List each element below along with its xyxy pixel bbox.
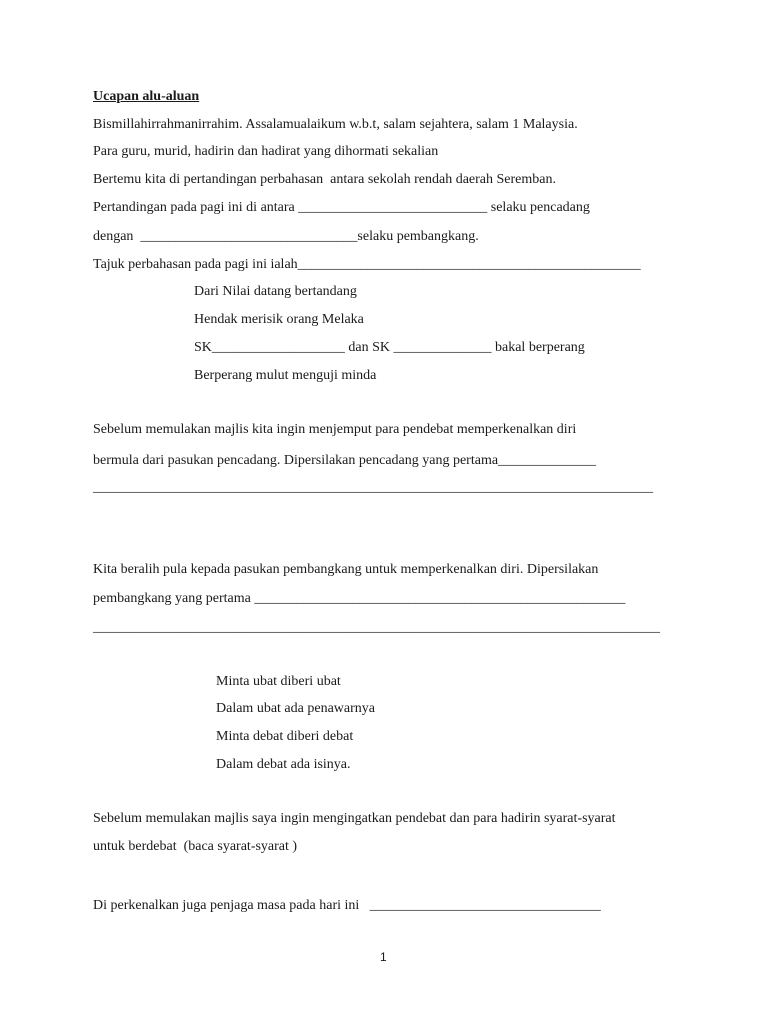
paragraph-line: Sebelum memulakan majlis kita ingin menjemput para pendebat memperkenalkan diri xyxy=(93,422,577,437)
blank-line: ________________________________________________________________________________ xyxy=(93,480,653,495)
pantun-line: Berperang mulut menguji minda xyxy=(194,368,377,383)
pantun-line: Minta ubat diberi ubat xyxy=(216,674,341,689)
pantun-line: Minta debat diberi debat xyxy=(216,729,354,744)
pantun-line: Hendak merisik orang Melaka xyxy=(194,312,364,327)
pantun-line: Dalam debat ada isinya. xyxy=(216,757,351,772)
pantun-line: SK___________________ dan SK ______________ bakal berperang xyxy=(194,340,585,355)
intro-line: Tajuk perbahasan pada pagi ini ialah_________________________________________________ xyxy=(93,257,641,272)
blank-line: _________________________________________________________________________________ xyxy=(93,620,660,635)
pantun-line: Dalam ubat ada penawarnya xyxy=(216,701,375,716)
page-number: 1 xyxy=(380,950,387,964)
paragraph-line: Sebelum memulakan majlis saya ingin mengingatkan pendebat dan para hadirin syarat-syarat xyxy=(93,811,616,826)
paragraph-line: Kita beralih pula kepada pasukan pembangkang untuk memperkenalkan diri. Dipersilakan xyxy=(93,562,599,577)
intro-line: Bismillahirrahmanirrahim. Assalamualaikum w.b.t, salam sejahtera, salam 1 Malaysia. xyxy=(93,117,578,132)
intro-line: Para guru, murid, hadirin dan hadirat yang dihormati sekalian xyxy=(93,144,439,159)
pantun-line: Dari Nilai datang bertandang xyxy=(194,284,357,299)
paragraph-line: Di perkenalkan juga penjaga masa pada hari ini _________________________________ xyxy=(93,898,601,913)
paragraph-line: pembangkang yang pertama _____________________________________________________ xyxy=(93,591,626,606)
intro-line: dengan _______________________________selaku pembangkang. xyxy=(93,229,479,244)
intro-line: Pertandingan pada pagi ini di antara ___________________________ selaku pencadang xyxy=(93,200,590,215)
intro-line: Bertemu kita di pertandingan perbahasan antara sekolah rendah daerah Seremban. xyxy=(93,172,556,187)
paragraph-line: untuk berdebat (baca syarat-syarat ) xyxy=(93,839,298,854)
heading: Ucapan alu-aluan xyxy=(93,89,200,104)
paragraph-line: bermula dari pasukan pencadang. Dipersilakan pencadang yang pertama______________ xyxy=(93,453,597,468)
